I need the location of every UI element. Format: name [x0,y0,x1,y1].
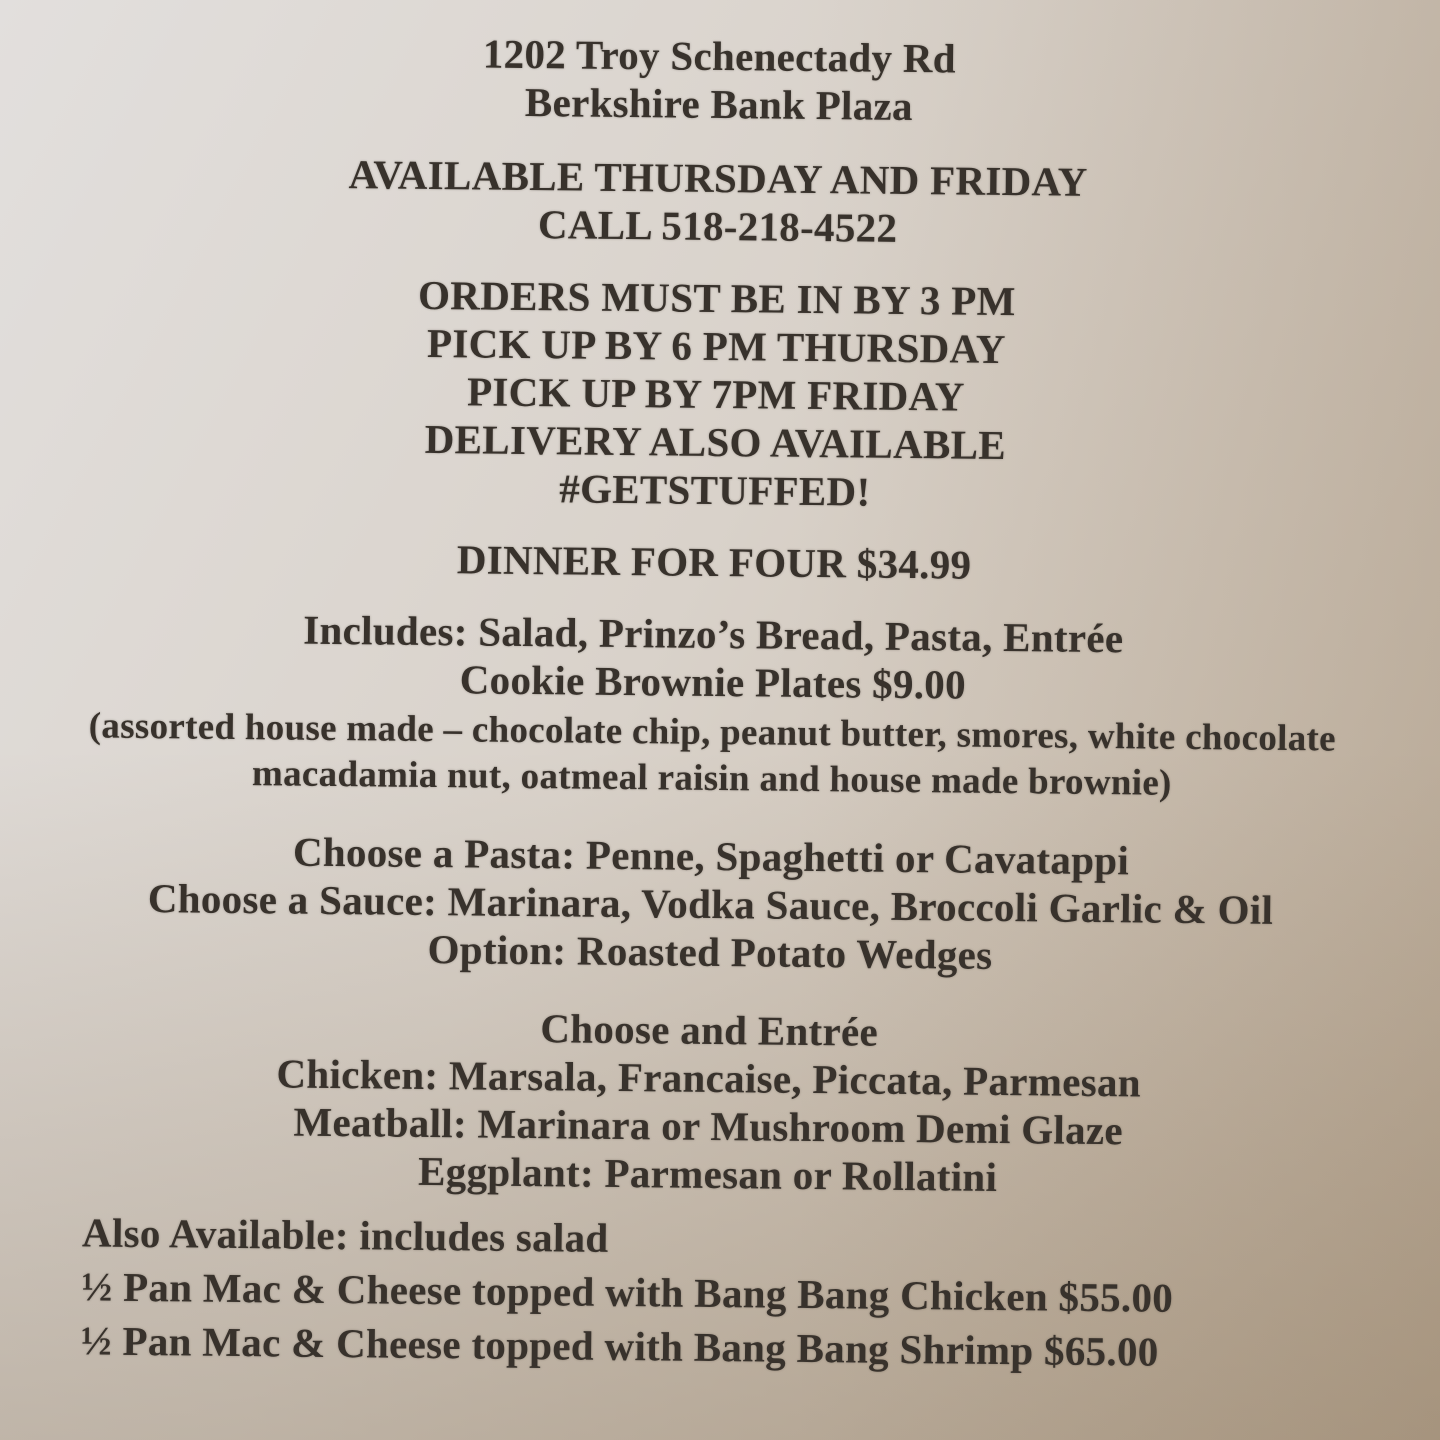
hashtag-slogan: #GETSTUFFED! [559,465,871,515]
delivery-note: DELIVERY ALSO AVAILABLE [424,415,1007,469]
cookie-assortment-line-2: macadamia nut, oatmeal raisin and house made brownie) [251,753,1172,804]
eggplant-options-line: Eggplant: Parmesan or Rollatini [417,1147,998,1200]
choose-entree-heading: Choose and Entrée [540,1005,879,1055]
availability-days: AVAILABLE THURSDAY AND FRIDAY [348,151,1088,205]
also-available-section [0,1204,1427,1381]
availability-section [0,146,1438,257]
includes-section [0,602,1434,713]
ordering-info-section [0,266,1437,521]
entree-choices-section [0,998,1429,1205]
also-available-heading: Also Available: includes salad [81,1209,609,1261]
mac-cheese-chicken-line: ½ Pan Mac & Cheese topped with Bang Bang Chicken $55.00 [81,1263,1174,1321]
includes-line: Includes: Salad, Prinzo’s Bread, Pasta, Entrée [303,606,1124,662]
address-street: 1202 Troy Schenectady Rd [482,30,957,82]
pasta-choices-section [0,824,1431,983]
address-section [0,24,1440,135]
pickup-thursday: PICK UP BY 6 PM THURSDAY [426,319,1006,373]
pickup-friday: PICK UP BY 7PM FRIDAY [466,368,965,420]
phone-number: CALL 518-218-4522 [537,201,898,251]
mac-cheese-shrimp-line: ½ Pan Mac & Cheese topped with Bang Bang Shrimp $65.00 [80,1317,1159,1375]
meatball-options-line: Meatball: Marinara or Mushroom Demi Glaze [293,1098,1124,1154]
choose-sauce-line: Choose a Sauce: Marinara, Vodka Sauce, Broccoli Garlic & Oil [147,875,1274,933]
order-deadline: ORDERS MUST BE IN BY 3 PM [417,271,1016,325]
address-plaza: Berkshire Bank Plaza [524,78,914,130]
cookie-brownie-price: Cookie Brownie Plates $9.00 [459,656,967,708]
cookie-detail-section [0,702,1433,809]
dinner-for-four-title: DINNER FOR FOUR $34.99 [456,536,972,588]
cookie-assortment-line-1: (assorted house made – chocolate chip, peanut butter, smores, white chocolate [88,705,1337,760]
chicken-options-line: Chicken: Marsala, Francaise, Piccata, Parmesan [276,1050,1142,1106]
choose-pasta-line: Choose a Pasta: Penne, Spaghetti or Cavatappi [292,828,1130,884]
dinner-title-section [0,530,1434,593]
potato-option-line: Option: Roasted Potato Wedges [427,925,993,978]
